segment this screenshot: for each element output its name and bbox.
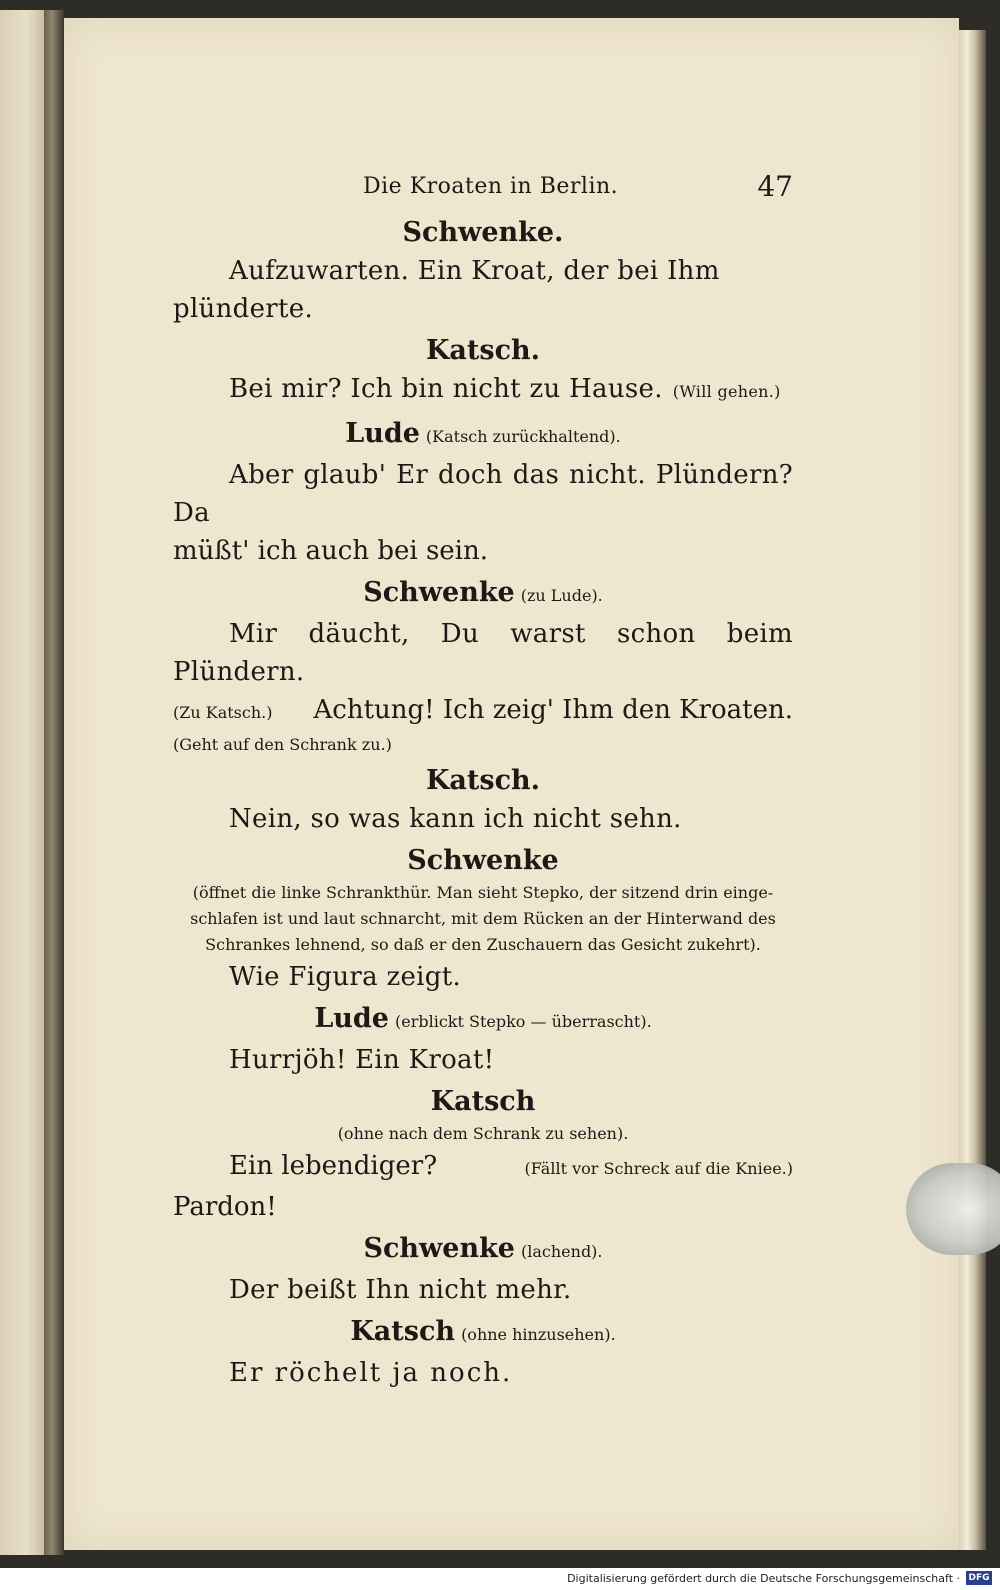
dialogue-line: (Zu Katsch.) Achtung! Ich zeig' Ihm den Kroaten.: [173, 691, 793, 732]
stage-direction: (Geht auf den Schrank zu.): [173, 735, 392, 754]
dialogue-line: Mir däucht, Du warst schon beim Plündern.: [173, 619, 793, 687]
scanner-thumb: [906, 1163, 1000, 1255]
running-title: Die Kroaten in Berlin.: [363, 174, 619, 199]
speaker-name: Katsch: [430, 1086, 536, 1117]
speaker-name: Katsch.: [425, 765, 541, 796]
speaker-name: Schwenke: [407, 845, 559, 876]
stage-direction: (lachend).: [521, 1242, 603, 1261]
stage-direction: (ohne nach dem Schrank zu sehen).: [337, 1124, 629, 1143]
dialogue-line: Hurrjöh! Ein Kroat!: [229, 1045, 495, 1075]
speaker-name: Katsch (ohne hinzusehen).: [350, 1316, 616, 1347]
page-content: [173, 170, 793, 1392]
digitization-footer: [0, 1568, 1000, 1590]
speaker-name: Lude (Katsch zurückhaltend).: [345, 418, 621, 449]
dialogue-line: Ein lebendiger? (Fällt vor Schreck auf die Kniee.): [173, 1147, 793, 1188]
book-gutter: [44, 10, 64, 1555]
dialogue-line: Aufzuwarten. Ein Kroat, der bei Ihm plünderte.: [173, 256, 720, 324]
right-page-edge: [959, 30, 986, 1550]
dialogue-line: Wie Figura zeigt.: [229, 962, 462, 992]
dialogue-line: Pardon!: [173, 1192, 277, 1222]
stage-direction: (ohne hinzusehen).: [461, 1325, 616, 1344]
dialogue-line: Aber glaub' Er doch das nicht. Plündern? Da: [173, 460, 793, 528]
speaker-name: Schwenke.: [402, 217, 564, 248]
dialogue-line: Bei mir? Ich bin nicht zu Hause. (Will gehen.): [229, 374, 781, 404]
stage-direction: (zu Lude).: [520, 586, 603, 605]
stage-direction: (Will gehen.): [672, 382, 781, 401]
speaker-name: Schwenke (zu Lude).: [363, 577, 603, 608]
stage-direction: (Katsch zurückhaltend).: [425, 427, 621, 446]
speaker-name: Schwenke (lachend).: [363, 1233, 603, 1264]
funding-credit: Digitalisierung gefördert durch die Deutsche Forschungsgemeinschaft ·: [567, 1572, 960, 1585]
dialogue-line: Er röchelt ja noch.: [229, 1358, 513, 1388]
stage-direction: (öffnet die linke Schrankthür. Man sieht Stepko, der sitzend drin einge-: [192, 883, 774, 902]
running-header: [173, 170, 793, 210]
dialogue-line: Nein, so was kann ich nicht sehn.: [229, 804, 682, 834]
dialogue-line: müßt' ich auch bei sein.: [173, 536, 488, 566]
page-number: 47: [757, 170, 793, 203]
speaker-name: Lude (erblickt Stepko — überrascht).: [314, 1003, 652, 1034]
dialogue-line: Der beißt Ihn nicht mehr.: [229, 1275, 572, 1305]
stage-direction: (erblickt Stepko — überrascht).: [394, 1012, 652, 1031]
stage-direction: Schrankes lehnend, so daß er den Zuschauern das Gesicht zukehrt).: [205, 935, 761, 954]
speaker-name: Katsch.: [425, 335, 541, 366]
stage-direction: (Fällt vor Schreck auf die Kniee.): [524, 1159, 793, 1178]
dfg-logo: DFG: [966, 1571, 992, 1585]
left-page-edge: [0, 10, 44, 1555]
stage-direction: (Zu Katsch.): [173, 703, 273, 722]
stage-direction: schlafen ist und laut schnarcht, mit dem Rücken an der Hinterwand des: [190, 909, 776, 928]
